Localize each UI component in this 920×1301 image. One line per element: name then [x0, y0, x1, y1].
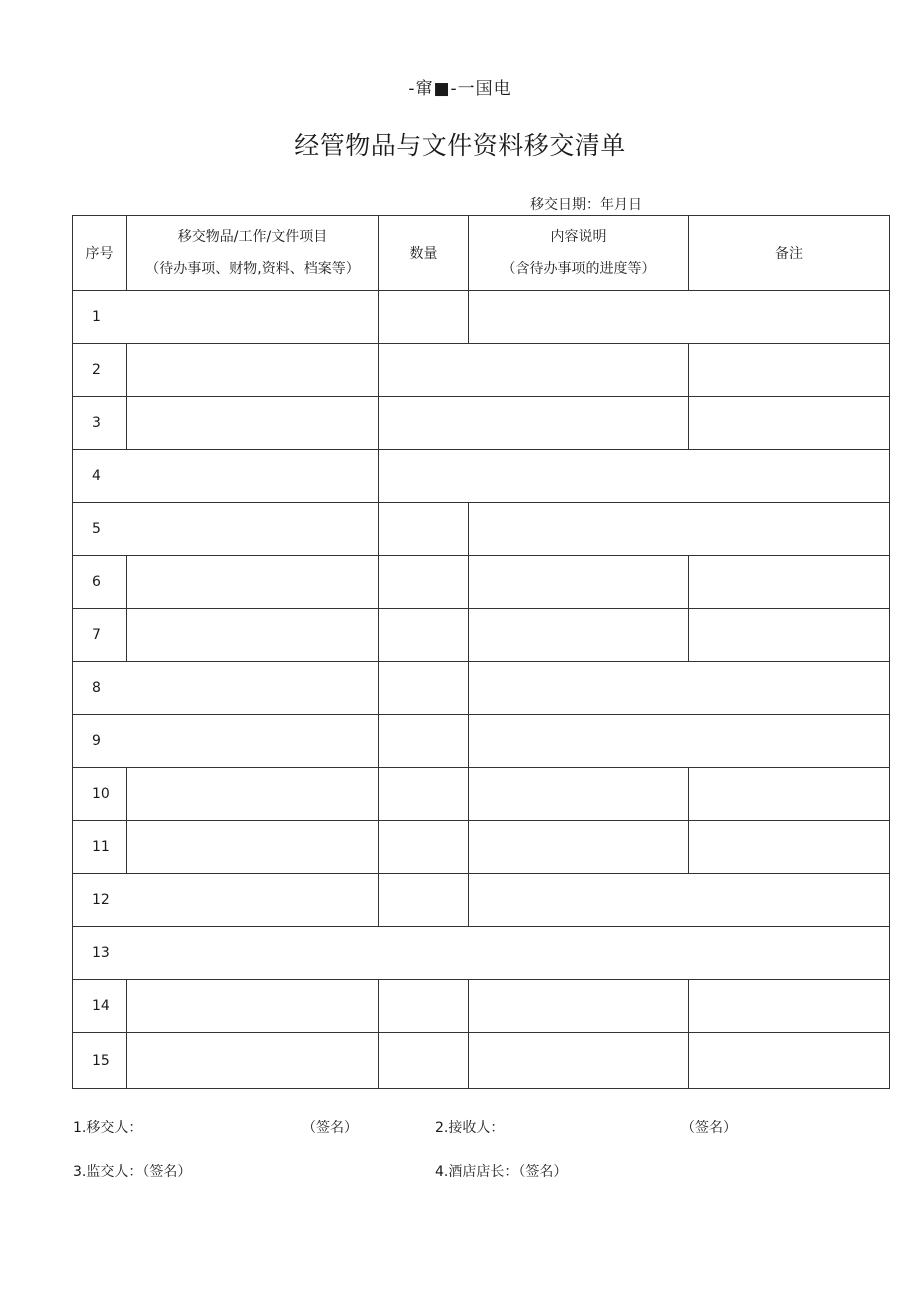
- item-cell[interactable]: [127, 821, 379, 874]
- content-cell[interactable]: [469, 291, 890, 344]
- item-cell[interactable]: [127, 556, 379, 609]
- content-cell[interactable]: [469, 821, 689, 874]
- table-row: [73, 344, 890, 397]
- content-cell[interactable]: [469, 503, 890, 556]
- row-number: 14: [73, 980, 127, 1033]
- row-number: 11: [73, 821, 127, 874]
- row-number: 8: [73, 662, 379, 715]
- qty-cell[interactable]: [379, 291, 469, 344]
- qty-cell[interactable]: [379, 662, 469, 715]
- table-row: [73, 980, 890, 1033]
- handover-person-label: 1.移交人：: [73, 1120, 143, 1136]
- item-cell[interactable]: [127, 609, 379, 662]
- table-row: [73, 821, 890, 874]
- qty-cell[interactable]: [379, 821, 469, 874]
- table-header-row: [73, 216, 890, 291]
- content-cell[interactable]: [379, 344, 689, 397]
- remark-cell[interactable]: [689, 344, 890, 397]
- qty-cell[interactable]: [379, 503, 469, 556]
- content-cell[interactable]: [469, 980, 689, 1033]
- item-cell[interactable]: [127, 344, 379, 397]
- table-row: [73, 662, 890, 715]
- header-remark: 备注: [689, 216, 890, 291]
- qty-cell[interactable]: [379, 556, 469, 609]
- content-cell[interactable]: [469, 1033, 689, 1089]
- item-cell[interactable]: [127, 397, 379, 450]
- content-cell[interactable]: [469, 715, 890, 768]
- hotel-manager-label[interactable]: 4.酒店店长：（签名）: [435, 1164, 568, 1180]
- table-row: [73, 450, 890, 503]
- qty-cell[interactable]: [379, 609, 469, 662]
- row-number: 15: [73, 1033, 127, 1089]
- table-row: [73, 1033, 890, 1089]
- supervisor-label[interactable]: 3.监交人：（签名）: [73, 1164, 192, 1180]
- content-cell[interactable]: [469, 662, 890, 715]
- remark-cell[interactable]: [689, 609, 890, 662]
- table-row: [73, 874, 890, 927]
- item-cell[interactable]: [127, 980, 379, 1033]
- header-content-note: （含待办事项的进度等）: [501, 261, 656, 277]
- table-row: [73, 768, 890, 821]
- handover-date: 移交日期：年月日: [530, 197, 642, 213]
- table-row: [73, 503, 890, 556]
- row-number: 12: [73, 874, 379, 927]
- row-number: 1: [73, 291, 379, 344]
- row-number: 6: [73, 556, 127, 609]
- header-seq: 序号: [73, 216, 127, 291]
- qty-cell[interactable]: [379, 768, 469, 821]
- page-title: 经管物品与文件资料移交清单: [294, 131, 626, 160]
- remark-cell[interactable]: [689, 768, 890, 821]
- header-item-note: （待办事项、财物,资料、档案等）: [145, 261, 360, 277]
- remark-cell[interactable]: [689, 397, 890, 450]
- table-row: [73, 609, 890, 662]
- content-cell[interactable]: [469, 768, 689, 821]
- item-cell[interactable]: [127, 768, 379, 821]
- row-number: 3: [73, 397, 127, 450]
- header-content-title: 内容说明: [550, 229, 607, 245]
- row-number: 4: [73, 450, 379, 503]
- content-cell[interactable]: [379, 397, 689, 450]
- handover-table: [72, 215, 890, 1089]
- header-item-title: 移交物品/工作/文件项目: [177, 229, 328, 245]
- receiver-label: 2.接收人：: [435, 1120, 505, 1136]
- header-item: [127, 216, 379, 291]
- remark-cell[interactable]: [689, 1033, 890, 1089]
- row-number: 9: [73, 715, 379, 768]
- header-qty: 数量: [379, 216, 469, 291]
- remark-cell[interactable]: [689, 556, 890, 609]
- row-number: 2: [73, 344, 127, 397]
- table-row: [73, 927, 890, 980]
- content-cell[interactable]: [469, 874, 890, 927]
- content-cell[interactable]: [469, 609, 689, 662]
- content-cell[interactable]: [469, 556, 689, 609]
- receiver-signature[interactable]: （签名）: [681, 1120, 737, 1136]
- qty-cell[interactable]: [379, 980, 469, 1033]
- content-cell[interactable]: [379, 450, 890, 503]
- remark-cell[interactable]: [689, 821, 890, 874]
- table-row: [73, 291, 890, 344]
- row-number: 10: [73, 768, 127, 821]
- table-row: [73, 715, 890, 768]
- header-content: [469, 216, 689, 291]
- header-mark: -窜■-一国电: [408, 79, 512, 99]
- qty-cell[interactable]: [379, 1033, 469, 1089]
- qty-cell[interactable]: [379, 715, 469, 768]
- item-cell[interactable]: [127, 1033, 379, 1089]
- qty-cell[interactable]: [379, 874, 469, 927]
- remark-cell[interactable]: [689, 980, 890, 1033]
- handover-signature[interactable]: （签名）: [302, 1120, 358, 1136]
- row-number: 13: [73, 927, 890, 980]
- row-number: 7: [73, 609, 127, 662]
- table-row: [73, 397, 890, 450]
- table-row: [73, 556, 890, 609]
- row-number: 5: [73, 503, 379, 556]
